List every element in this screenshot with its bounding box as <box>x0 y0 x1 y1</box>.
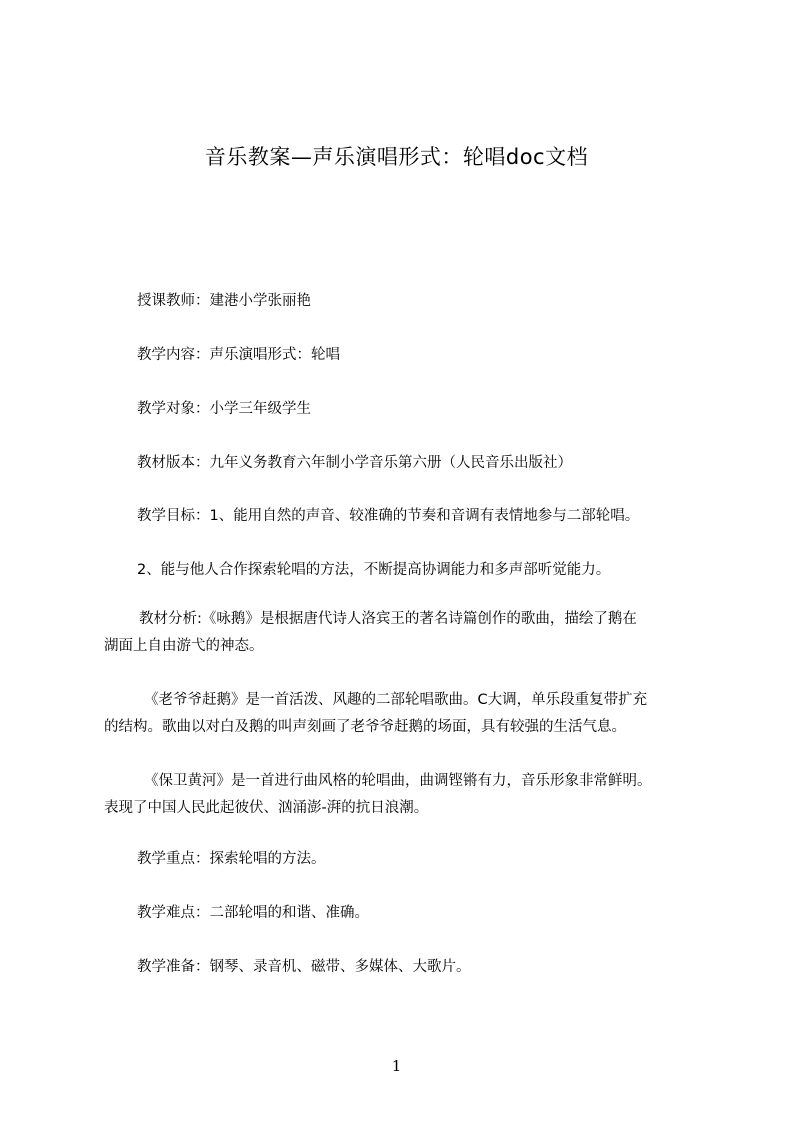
analysis-paragraph-1 <box>104 606 704 660</box>
analysis-paragraph-3 <box>104 768 704 822</box>
difficulty-line: 教学难点：二部轮唱的和谐、准确。 <box>137 905 369 921</box>
analysis-paragraph-3-line-2: 表现了中国人民此起彼伏、汹涌澎-湃的抗日浪潮。 <box>104 800 429 816</box>
goal-line-2: 2、能与他人合作探索轮唱的方法，不断提高协调能力和多声部听觉能力。 <box>137 562 611 578</box>
analysis-paragraph-1-line-2: 湖面上自由游弋的神态。 <box>104 638 264 654</box>
edition-line: 教材版本：九年义务教育六年制小学音乐第六册（人民音乐出版社） <box>137 455 572 471</box>
analysis-paragraph-2 <box>104 687 704 741</box>
key-point-line: 教学重点：探索轮唱的方法。 <box>137 851 326 867</box>
preparation-line: 教学准备：钢琴、录音机、磁带、多媒体、大歌片。 <box>137 959 471 975</box>
goal-line-1: 教学目标：1、能用自然的声音、较准确的节奏和音调有表情地参与二部轮唱。 <box>137 508 640 524</box>
audience-line: 教学对象：小学三年级学生 <box>137 401 311 417</box>
analysis-paragraph-3-line-1: 《保卫黄河》是一首进行曲风格的轮唱曲，曲调铿锵有力，音乐形象非常鲜明。 <box>144 773 652 789</box>
page-number: 1 <box>391 1057 402 1075</box>
content-line: 教学内容：声乐演唱形式：轮唱 <box>137 347 340 363</box>
document-title: 音乐教案—声乐演唱形式：轮唱doc文档 <box>204 145 589 169</box>
analysis-paragraph-1-line-1: 教材分析:《咏鹅》是根据唐代诗人洛宾王的著名诗篇创作的歌曲，描绘了鹅在 <box>139 611 637 627</box>
teacher-line: 授课教师：建港小学张丽艳 <box>137 293 311 309</box>
analysis-paragraph-2-line-2: 的结构。歌曲以对白及鹅的叫声刻画了老爷爷赶鹅的场面，具有较强的生活气息。 <box>104 719 626 735</box>
analysis-paragraph-2-line-1: 《老爷爷赶鹅》是一首活泼、风趣的二部轮唱歌曲。C大调，单乐段重复带扩充 <box>144 692 648 708</box>
